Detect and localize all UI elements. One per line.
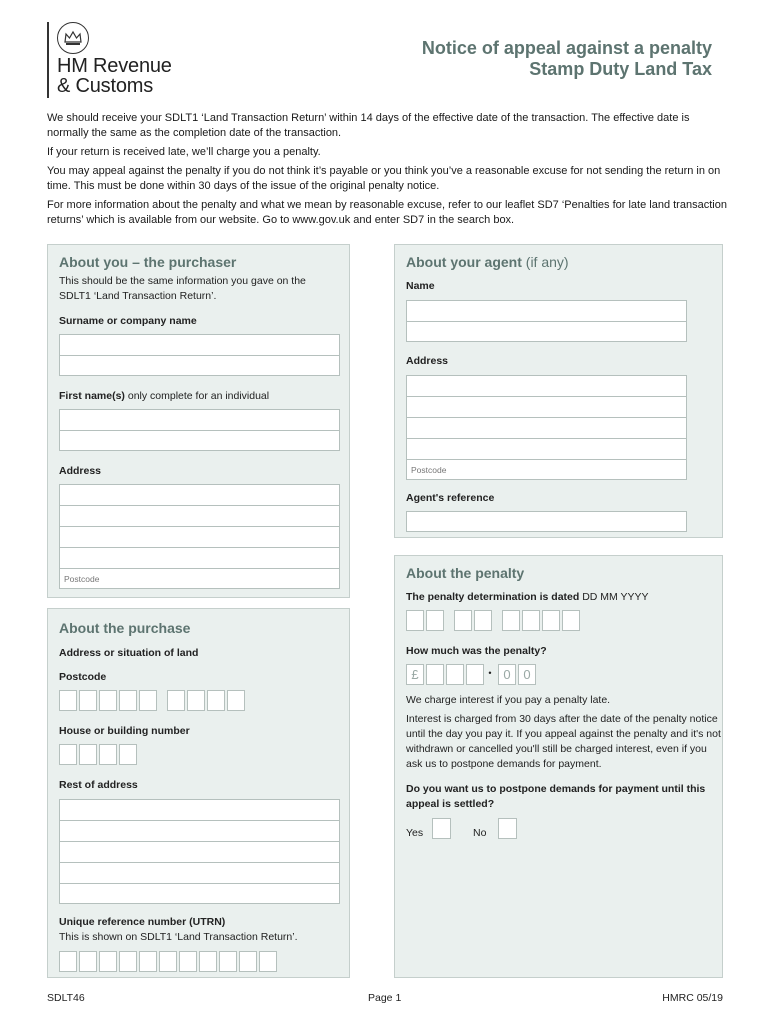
agent-postcode-field[interactable]: Postcode [411,465,447,475]
no-checkbox[interactable] [498,818,517,839]
first-name-label-text: First name(s) [59,390,125,402]
interest-detail: Interest is charged from 30 days after the date of the penalty notice until the day you pay it. If you appeal against the penalty and it's not withdrawn or cancelled you'll still be charged interest, even if you ask us to postpone demands for payment. [406,713,721,770]
agent-address-label: Address [406,355,449,367]
agent-panel [394,244,723,538]
date-format-hint: DD MM YYYY [582,591,649,603]
surname-field[interactable] [59,334,340,376]
utrn-note: This is shown on SDLT1 ‘Land Transaction Return’. [59,931,298,943]
purchase-heading: About the purchase [59,620,191,636]
purchase-panel [47,608,350,978]
crown-icon [57,22,89,54]
agent-reference-field[interactable] [406,511,687,532]
penalty-heading: About the penalty [406,565,525,581]
intro-paragraph: If your return is received late, we’ll charge you a penalty. [47,146,321,158]
purchaser-postcode-field[interactable]: Postcode [64,574,100,584]
no-label: No [473,827,487,839]
agent-heading-text: About your agent [406,254,522,270]
purchaser-panel [47,244,350,598]
first-name-label [59,390,269,402]
pence-digit: 0 [498,664,516,685]
house-number-field[interactable] [59,744,139,765]
title-line2: Stamp Duty Land Tax [529,59,712,79]
pound-sign: £ [406,664,424,685]
intro-paragraph: You may appeal against the penalty if you do not think it’s payable or you think you’ve a reasonable excuse for not sending the return in on time. This must be done within 30 days of the issue of the original penalty notice. [47,165,721,192]
form-version: HMRC 05/19 [662,992,723,1004]
penalty-amount-label: How much was the penalty? [406,645,547,657]
penalty-amount-field[interactable] [406,664,538,685]
penalty-panel [394,555,723,978]
hmrc-logo [47,22,172,98]
title-line1: Notice of appeal against a penalty [421,38,712,58]
intro-paragraph: We should receive your SDLT1 ‘Land Transaction Return’ within 14 days of the effective date of the transaction. The effective date is normally the same as the completion date of the transaction. [47,112,690,139]
logo-text-line2: & Customs [57,75,154,97]
utrn-label: Unique reference number (UTRN) [59,916,226,928]
penalty-date-label [406,591,649,603]
rest-of-address-field[interactable] [59,799,340,904]
interest-note: We charge interest if you pay a penalty late. [406,694,611,706]
purchaser-heading: About you – the purchaser [59,254,237,270]
purchaser-address-field[interactable] [59,484,340,589]
first-name-hint: only complete for an individual [124,390,270,402]
intro-paragraph: For more information about the penalty and what we mean by reasonable excuse, refer to our leaflet SD7 ‘Penalties for late land transaction returns’ which is available from our website. Go to www.gov.uk and enter SD7 in the search box. [47,199,727,226]
agent-name-field[interactable] [406,300,687,342]
agent-address-field[interactable] [406,375,687,480]
penalty-date-field[interactable] [406,610,582,631]
yes-checkbox[interactable] [432,818,451,839]
agent-heading [406,254,569,270]
page-number: Page 1 [368,992,402,1004]
postpone-question: Do you want us to postpone demands for payment until this appeal is settled? [406,783,706,810]
agent-heading-suffix: (if any) [521,254,569,270]
utrn-field[interactable] [59,951,279,972]
purchase-postcode-label: Postcode [59,671,107,683]
form-code: SDLT46 [47,992,85,1004]
logo-text-line1: HM Revenue [57,55,172,77]
yes-label: Yes [406,827,424,839]
intro-text [47,111,727,232]
agent-name-label: Name [406,280,435,292]
penalty-date-label-text: The penalty determination is dated [406,591,580,603]
first-name-field[interactable] [59,409,340,451]
page-title [422,38,712,80]
purchaser-note: This should be the same information you gave on the SDLT1 ‘Land Transaction Return’. [59,275,306,302]
purchaser-address-label: Address [59,465,102,477]
pence-digit: 0 [518,664,536,685]
surname-label: Surname or company name [59,315,197,327]
purchase-postcode-field[interactable] [59,690,247,711]
agent-reference-label: Agent's reference [406,492,495,504]
decimal-point: • [488,668,492,678]
land-address-label: Address or situation of land [59,647,199,659]
house-number-label: House or building number [59,725,190,737]
rest-of-address-label: Rest of address [59,779,138,791]
